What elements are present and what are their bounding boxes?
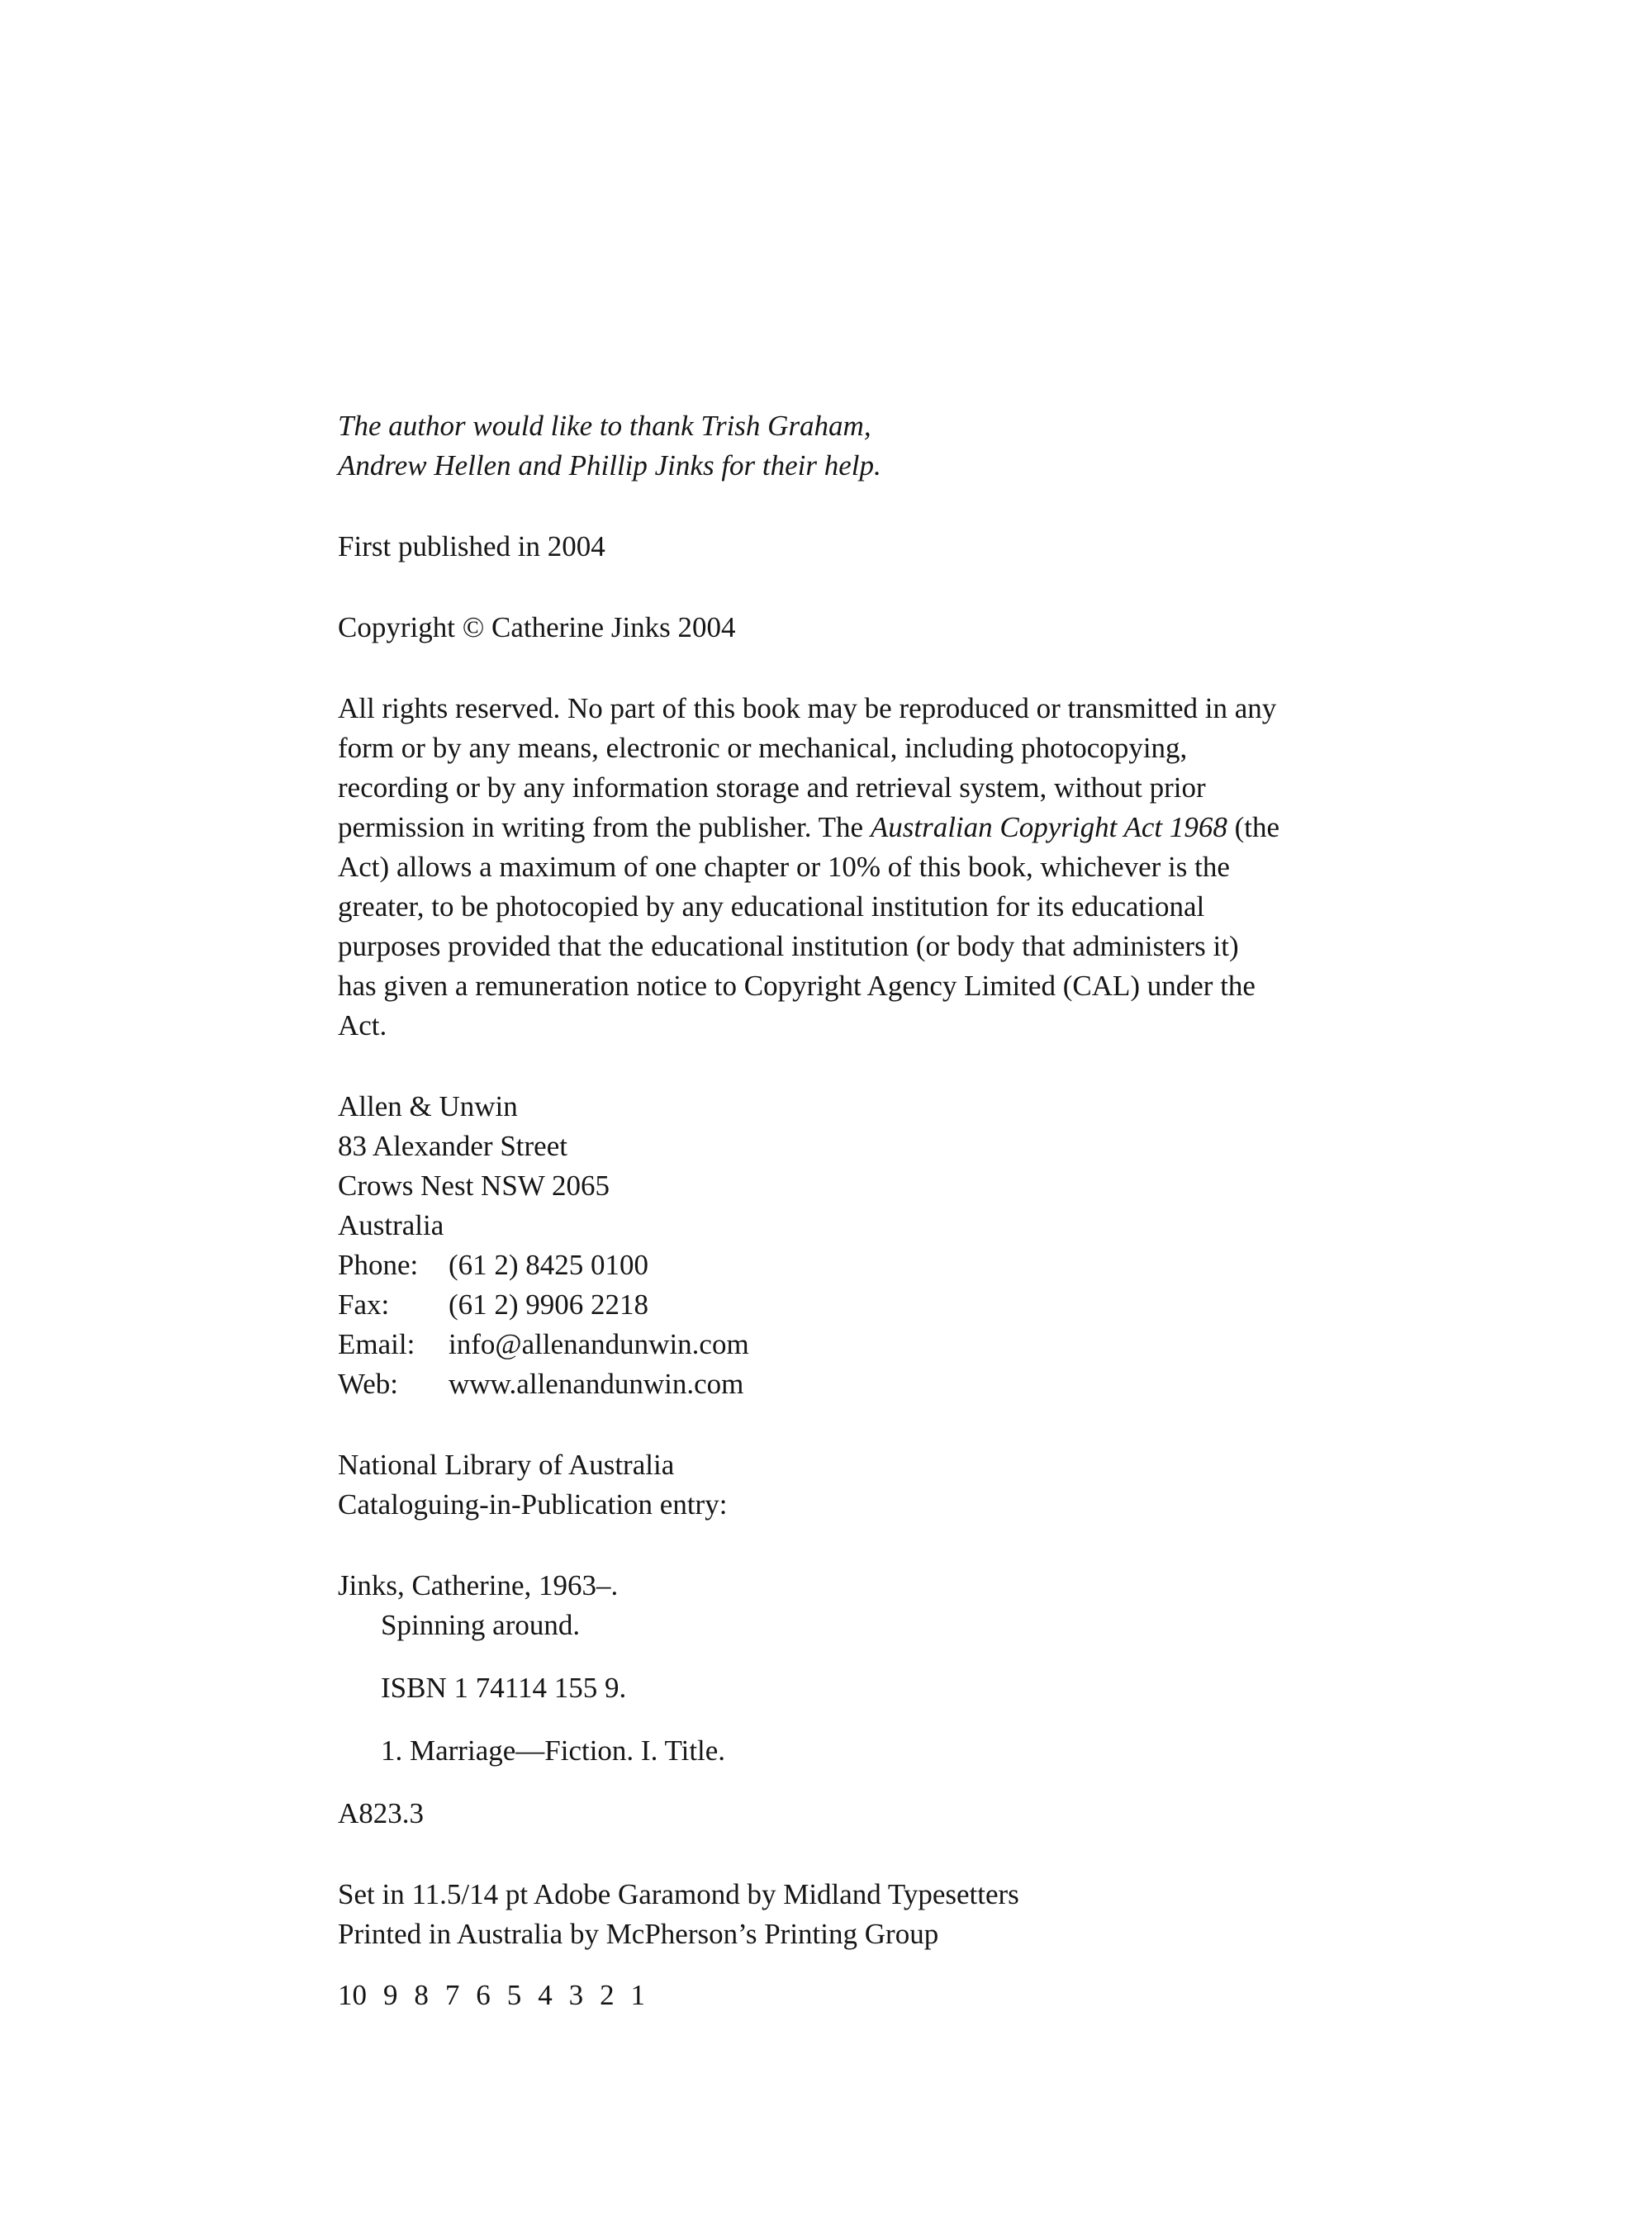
acknowledgement [338, 406, 1279, 486]
publisher-name: Allen & Unwin [338, 1090, 518, 1122]
colophon-printed-line: Printed in Australia by McPherson’s Printing Group [338, 1918, 939, 1950]
contact-row-phone [338, 1245, 1279, 1285]
imprint-content [338, 406, 1279, 2057]
first-published-line: First published in 2004 [338, 530, 605, 562]
national-library-block [338, 1445, 1279, 1525]
rights-text-1: All rights reserved. No part of this book may be reproduced or transmitted in any form or by any means, electronic or mechanical, including photocopying, recording or by any information storage and retrieval system, without prior permission in writing from the publisher. The [338, 692, 1277, 843]
cip-author-line: Jinks, Catherine, 1963–. [338, 1569, 619, 1601]
web-value: www.allenandunwin.com [449, 1368, 744, 1400]
publisher-address-suburb: Crows Nest NSW 2065 [338, 1170, 610, 1202]
publisher-block [338, 1087, 1279, 1404]
cip-title-line: Spinning around. [381, 1609, 581, 1641]
web-label: Web: [338, 1368, 398, 1400]
contact-row-web [338, 1364, 1279, 1404]
acknowledgement-line2: Andrew Hellen and Phillip Jinks for their help. [338, 449, 881, 482]
national-library-line2: Cataloguing-in-Publication entry: [338, 1488, 728, 1521]
cip-classification: A823.3 [338, 1797, 425, 1829]
phone-value: (61 2) 8425 0100 [449, 1249, 649, 1281]
email-value: info@allenandunwin.com [449, 1328, 749, 1360]
fax-label: Fax: [338, 1288, 390, 1321]
publisher-address-country: Australia [338, 1209, 444, 1241]
national-library-line1: National Library of Australia [338, 1449, 675, 1481]
publisher-address-street: 83 Alexander Street [338, 1130, 567, 1162]
cip-isbn-line: ISBN 1 74114 155 9. [381, 1672, 627, 1704]
cataloguing-entry [338, 1566, 1279, 1834]
colophon-block [338, 1875, 1279, 1954]
colophon-typeset-line: Set in 11.5/14 pt Adobe Garamond by Midland Typesetters [338, 1878, 1019, 1910]
rights-text-2: (the Act) allows a maximum of one chapter or 10% of this book, whichever is the greater, to be photocopied by any educational institution for its educational purposes provided that the educational institution (or body that administers it) has given a remuneration notice to Copyright Agency Limited (CAL) under the Act. [338, 811, 1280, 1041]
rights-act-title: Australian Copyright Act 1968 [870, 811, 1227, 843]
acknowledgement-line1: The author would like to thank Trish Graham, [338, 410, 871, 442]
cip-subject-line: 1. Marriage—Fiction. I. Title. [381, 1734, 726, 1767]
copyright-notice: Copyright © Catherine Jinks 2004 [338, 611, 736, 643]
print-run-line: 10 9 8 7 6 5 4 3 2 1 [338, 1979, 646, 2011]
email-label: Email: [338, 1328, 415, 1360]
fax-value: (61 2) 9906 2218 [449, 1288, 649, 1321]
contact-row-fax [338, 1285, 1279, 1325]
rights-paragraph [338, 689, 1279, 1046]
phone-label: Phone: [338, 1249, 419, 1281]
contact-row-email [338, 1325, 1279, 1364]
